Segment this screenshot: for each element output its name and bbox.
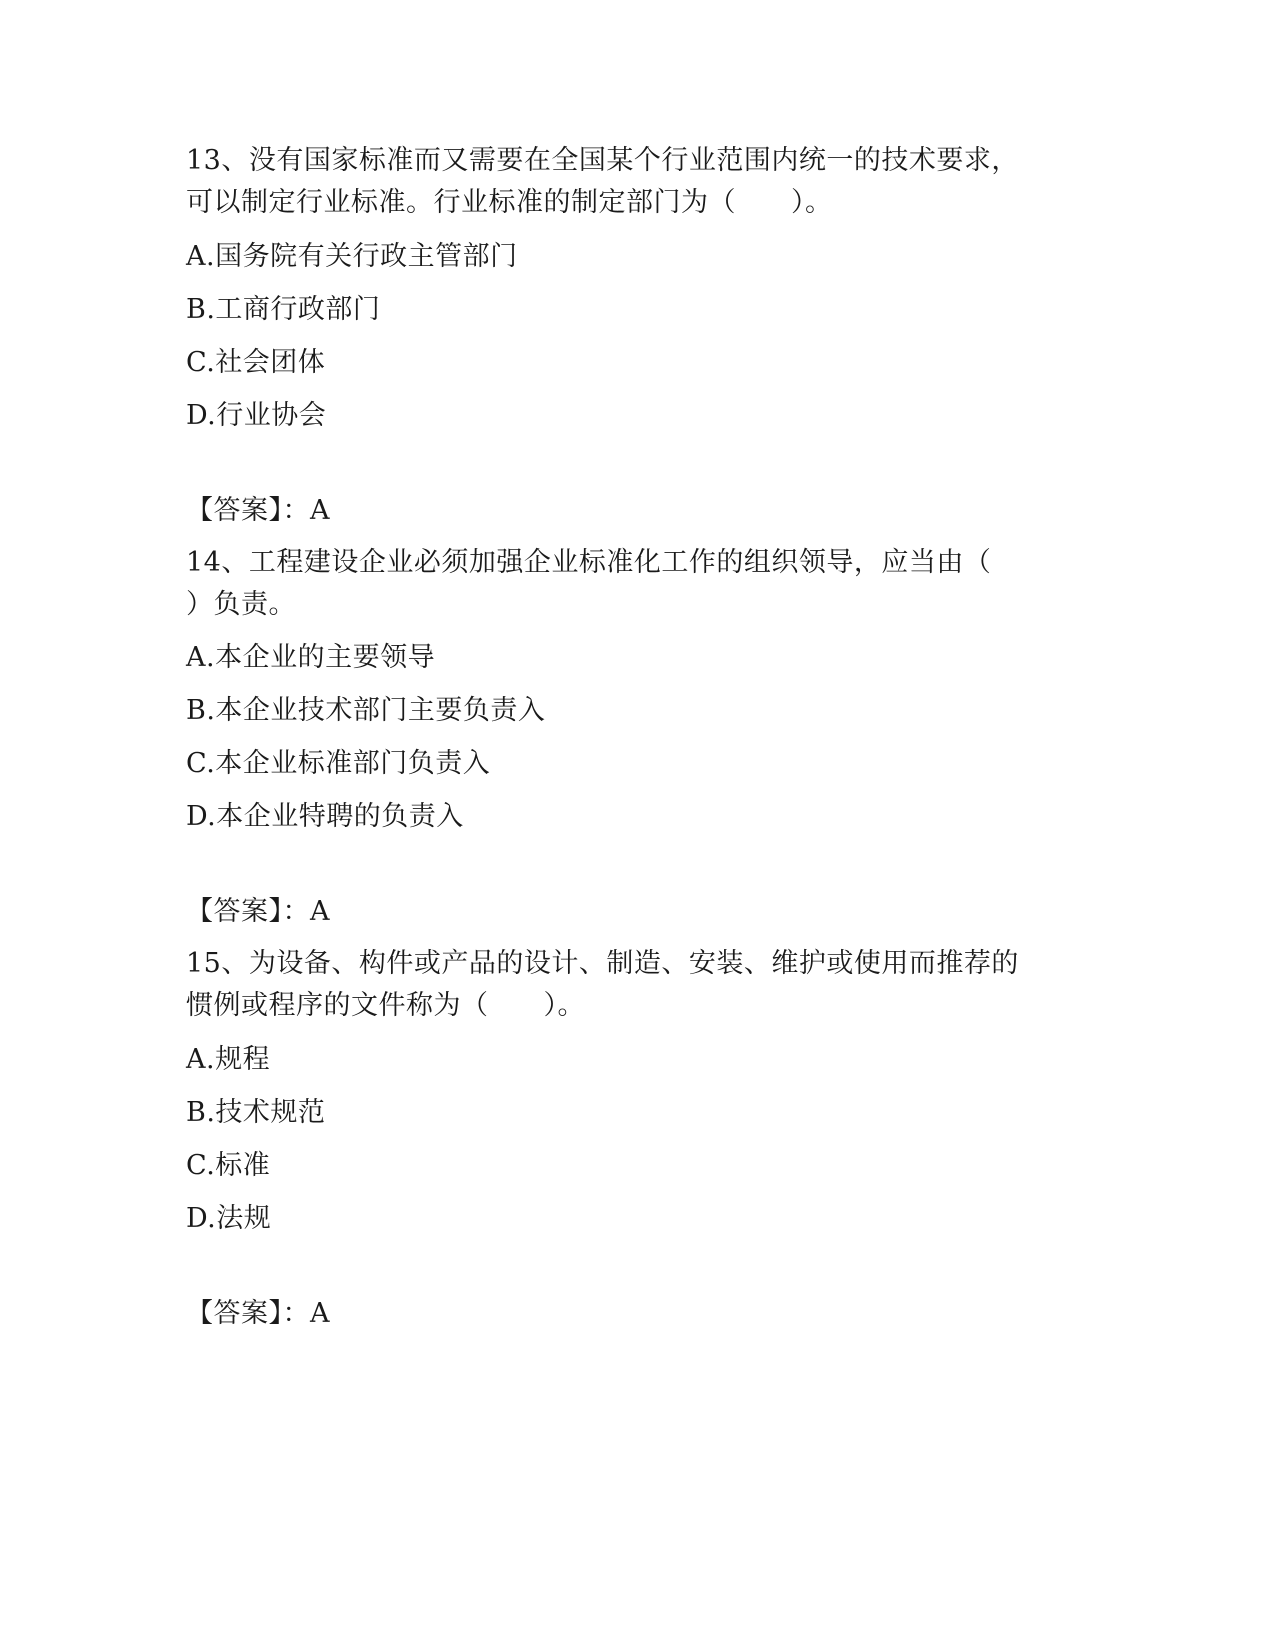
question-14-answer: 【答案】：A (186, 896, 330, 927)
question-14-option-b: B.本企业技术部门主要负责入 (186, 695, 546, 726)
question-15-answer: 【答案】：A (186, 1298, 330, 1329)
question-13-option-c: C.社会团体 (186, 347, 326, 378)
question-14-option-a: A.本企业的主要领导 (186, 642, 436, 673)
question-14-option-d: D.本企业特聘的负责入 (186, 801, 464, 832)
question-13-stem-line-2: 可以制定行业标准。行业标准的制定部门为（ ）。 (186, 187, 833, 218)
question-13-option-a: A.国务院有关行政主管部门 (186, 241, 518, 272)
question-15-option-c: C.标准 (186, 1150, 271, 1181)
question-15-stem-line-1: 15、为设备、构件或产品的设计、制造、安装、维护或使用而推荐的 (186, 948, 1019, 979)
question-15-option-d: D.法规 (186, 1203, 272, 1234)
question-13-option-b: B.工商行政部门 (186, 294, 381, 325)
question-15-stem-line-2: 惯例或程序的文件称为（ ）。 (186, 990, 585, 1021)
question-15-option-a: A.规程 (186, 1044, 271, 1075)
question-14-option-c: C.本企业标准部门负责入 (186, 748, 491, 779)
question-14-stem-line-2: ）负责。 (186, 589, 296, 620)
question-13-option-d: D.行业协会 (186, 400, 327, 431)
question-13-answer: 【答案】：A (186, 495, 330, 526)
question-13-stem-line-1: 13、没有国家标准而又需要在全国某个行业范围内统一的技术要求， (186, 145, 1019, 176)
question-14-stem-line-1: 14、工程建设企业必须加强企业标准化工作的组织领导，应当由（ (186, 547, 992, 578)
question-15-option-b: B.技术规范 (186, 1097, 326, 1128)
